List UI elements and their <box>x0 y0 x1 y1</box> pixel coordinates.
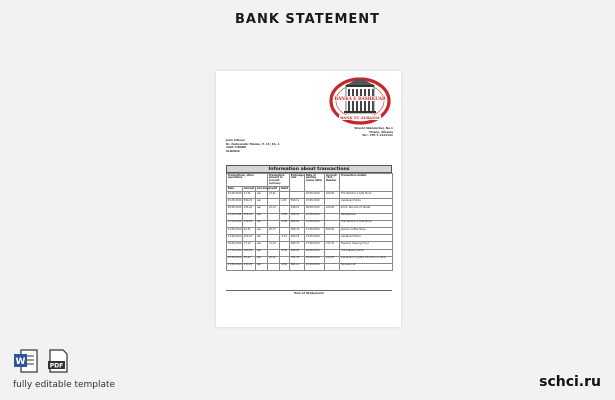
cell-value-date: 08.08.2019 <box>305 206 325 213</box>
cell-ref <box>325 199 340 206</box>
cell-currency: Lek <box>256 256 268 263</box>
customer-line: ALBANIA <box>226 148 240 153</box>
bank-address-line: Sheshi Skënderbej, No.1 <box>354 126 393 130</box>
cell-amount: 210.22 <box>243 263 256 270</box>
bank-address-line: Tirana, Albania <box>369 129 393 134</box>
transactions-table <box>226 173 393 271</box>
customer-address <box>226 139 280 153</box>
customer-line: John Citizen <box>226 138 245 142</box>
cell-credit: 71.14 <box>268 242 280 249</box>
word-document-icon <box>13 348 39 374</box>
cell-amount: 105.22 <box>243 206 256 213</box>
cell-rate: 480.72 <box>290 242 305 249</box>
cell-currency: Lek <box>256 213 268 220</box>
cell-value-date: 14.08.2019 <box>305 235 325 242</box>
cell-debit <box>280 192 290 199</box>
cell-value-date: 07.08.2019 <box>305 199 325 206</box>
transactions-body <box>227 192 393 271</box>
header-details: Transaction details <box>340 174 393 192</box>
cell-amount: 20.22 <box>243 256 256 263</box>
cell-currency: Lek <box>256 220 268 227</box>
cell-debit <box>280 227 290 234</box>
bank-logo <box>329 75 391 127</box>
cell-date: 16.08.2019 <box>227 242 243 249</box>
transactions-title: Information about transactions <box>226 165 392 173</box>
cell-debit: -0.21 <box>280 235 290 242</box>
cell-value-date: 03.08.2019 <box>305 192 325 199</box>
cell-debit: -0.58 <box>280 249 290 256</box>
bank-address-line: Tel.: 355 4 2222152 <box>362 133 393 137</box>
cell-date: 13.08.2019 <box>227 227 243 234</box>
header-amount-currency: Transaction amount in account currency <box>268 174 290 187</box>
cell-currency: Lek <box>256 227 268 234</box>
subheader-currency: Currency <box>256 186 269 190</box>
cell-date: 11.08.2019 <box>227 213 243 220</box>
cell-debit <box>280 242 290 249</box>
cell-value-date: 13.08.2019 <box>305 220 325 227</box>
cell-amount: 13.31 <box>243 192 256 199</box>
cell-date: 11.08.2019 <box>227 220 243 227</box>
cell-ref: 100.00 <box>325 192 340 199</box>
cell-rate: 480.18 <box>290 235 305 242</box>
cell-rate: 962.12 <box>290 263 305 270</box>
cell-currency: Lek <box>256 242 268 249</box>
cell-ref: 200.00 <box>325 227 340 234</box>
cell-amount: 310.22 <box>243 220 256 227</box>
cell-ref <box>325 213 340 220</box>
cell-credit <box>268 213 280 220</box>
cell-date: 08.08.2019 <box>227 206 243 213</box>
cell-date: 23.08.2019 <box>227 263 243 270</box>
cell-credit: 10.22 <box>268 256 280 263</box>
cell-ref: 100.22 <box>325 256 340 263</box>
cell-ref <box>325 235 340 242</box>
table-row <box>227 235 393 242</box>
subheader-date: Date <box>227 187 243 192</box>
header-value-date: Date of posting (value date) <box>305 174 325 192</box>
cell-date: 13.08.2019 <box>227 235 243 242</box>
cell-rate: 191.78 <box>290 256 305 263</box>
cell-amount: 956.22 <box>243 213 256 220</box>
cell-value-date: 23.08.2019 <box>305 263 325 270</box>
end-of-statement: End of Statement <box>294 291 324 295</box>
cell-rate: 489.26 <box>290 220 305 227</box>
table-row <box>227 242 393 249</box>
cell-rate: 380.74 <box>290 227 305 234</box>
cell-currency: Lek <box>256 199 268 206</box>
cell-credit <box>268 235 280 242</box>
cell-details: Lieutenant Store <box>340 235 393 242</box>
cell-details: Freedom Clearing Fund <box>340 242 393 249</box>
table-row <box>227 220 393 227</box>
site-brand[interactable]: schci.ru <box>539 374 601 390</box>
cell-ref: 100.00 <box>325 206 340 213</box>
cell-rate: 480.30 <box>290 213 305 220</box>
cell-credit: 20.77 <box>268 227 280 234</box>
cell-details: The Hamdon's Cafe Store <box>340 220 393 227</box>
cell-ref <box>325 263 340 270</box>
cell-debit: -0.80 <box>280 263 290 270</box>
cell-value-date: 12.08.2019 <box>305 213 325 220</box>
template-caption: fully editable template <box>13 380 116 390</box>
cell-ref <box>325 249 340 256</box>
cell-details: Marketplace <box>340 213 393 220</box>
cell-credit <box>268 249 280 256</box>
subheader-amount: Amount <box>243 186 255 190</box>
cell-date: 17.08.2019 <box>227 249 243 256</box>
cell-credit <box>268 220 280 227</box>
table-row <box>227 263 393 270</box>
cell-details: The Hamdon's Cafe Store <box>340 192 393 199</box>
subheader-debit: Debit <box>280 186 289 190</box>
cell-debit: 1.00 <box>280 199 290 206</box>
cell-currency: Lek <box>256 192 268 199</box>
cell-credit <box>268 199 280 206</box>
cell-date: 20.08.2019 <box>227 256 243 263</box>
cell-debit <box>280 206 290 213</box>
cell-debit <box>280 256 290 263</box>
page-title: BANK STATEMENT <box>234 12 381 27</box>
table-row <box>227 199 393 206</box>
cell-details: Lieutenant Crystals Furniture on Stow <box>340 256 393 263</box>
cell-credit: 13.31 <box>268 192 280 199</box>
cell-details: The Dressing Room <box>340 249 393 256</box>
cell-ref: 727.41 <box>325 242 340 249</box>
subheader-credit: Credit <box>268 187 280 192</box>
table-row <box>227 206 393 213</box>
pdf-document-icon <box>45 348 71 374</box>
cell-amount: 590.22 <box>243 199 256 206</box>
cell-amount: 40.31 <box>243 227 256 234</box>
word-label: W <box>15 357 26 367</box>
cell-amount: 200.22 <box>243 249 256 256</box>
table-row <box>227 249 393 256</box>
cell-currency: Lek <box>256 263 268 270</box>
customer-line: 1001 TIRANE <box>226 145 247 149</box>
cell-details: Jackson Coffee Store <box>340 227 393 234</box>
cell-details: Fairview LLP <box>340 263 393 270</box>
cell-date: 05.08.2019 <box>227 199 243 206</box>
cell-rate: 590.11 <box>290 199 305 206</box>
table-row <box>227 227 393 234</box>
cell-amount: 77.14 <box>243 242 256 249</box>
cell-value-date: 17.08.2019 <box>305 242 325 249</box>
customer-line: Rr. Aleksandër Moisiu, P. 15, Sh. 1 <box>226 141 280 146</box>
cell-value-date: 20.08.2019 <box>305 249 325 256</box>
table-row <box>227 213 393 220</box>
cell-debit: -5.80 <box>280 220 290 227</box>
cell-amount: 100.22 <box>243 235 256 242</box>
statement-document <box>216 71 401 327</box>
table-row <box>227 192 393 199</box>
cell-date: 03.08.2019 <box>227 192 243 199</box>
cell-rate: 480.95 <box>290 249 305 256</box>
cell-ref <box>325 220 340 227</box>
pdf-label: PDF <box>49 362 64 370</box>
cell-details: R.A.D. Records 21 Street <box>340 206 393 213</box>
cell-currency: Lek <box>256 249 268 256</box>
format-icons <box>13 348 71 374</box>
cell-rate <box>290 192 305 199</box>
cell-currency: Lek <box>256 235 268 242</box>
bank-name-bottom: BANK TU ALBANIA <box>340 116 380 120</box>
cell-rate: 498.21 <box>290 206 305 213</box>
cell-credit <box>268 263 280 270</box>
cell-details: Lieutenant Store <box>340 199 393 206</box>
bank-name-top: BANKA E BASHKUAR <box>334 96 386 101</box>
header-transactions: Transactions, other operations <box>227 174 268 187</box>
header-exchange-rate: Exchange rate <box>290 174 305 192</box>
bank-address <box>354 127 393 138</box>
cell-debit: -0.86 <box>280 213 290 220</box>
cell-value-date: 20.08.2019 <box>305 256 325 263</box>
cell-value-date: 13.08.2019 <box>305 227 325 234</box>
table-row <box>227 256 393 263</box>
header-reference: Account / Ref. / Number <box>325 174 340 192</box>
cell-credit: 10.14 <box>268 206 280 213</box>
cell-currency: Lek <box>256 206 268 213</box>
